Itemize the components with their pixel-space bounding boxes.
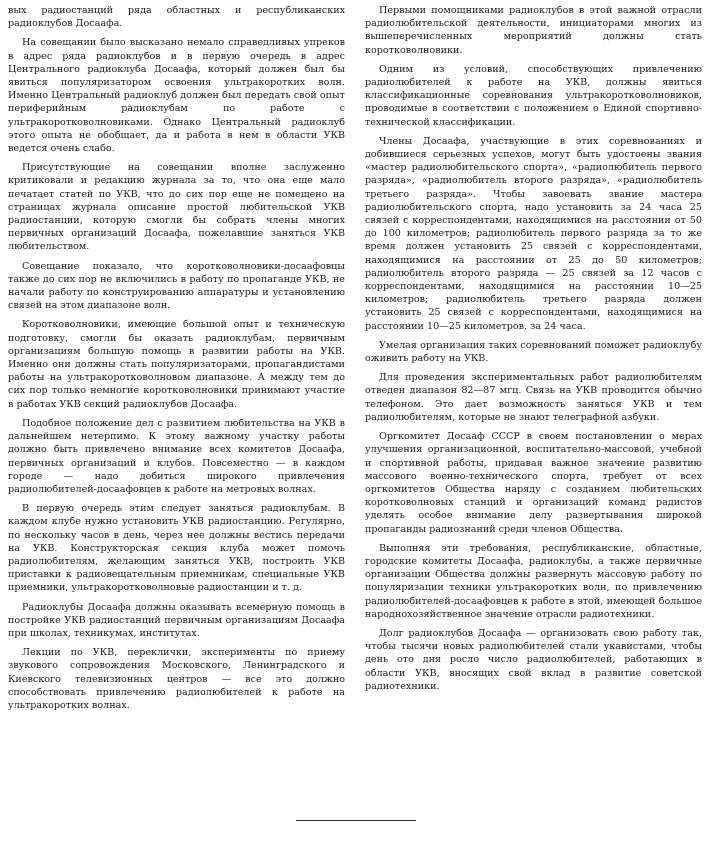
paragraph: Радиоклубы Досаафа должны оказывать всемерную помощь в постройке УКВ радиостанций первичным организациям Досаафа при школах, техникумах, институтах. bbox=[8, 601, 345, 639]
paragraph: Члены Досаафа, участвующие в этих соревнованиях и добившиеся серьезных успехов, могут быть удостоены звания «мастер радиолюбительского спорта», «радиолюбитель первого разряда», «радиолюбитель второго разряда», «радиолюбитель третьего разряда». Чтобы завоевать звание мастера радиолюбительского спорта, надо установить за 24 часа 25 связей с корреспондентами, находящимися на расстоянии от 50 до 100 километров; радиолюбитель первого разряда за то же время должен установить 25 связей с корреспондентами, находящимися на расстоянии от 25 до 50 километров; радиолюбитель второго разряда — 25 связей за 12 часов с корреспондентами, находящимися на расстоянии 10—25 километров; радиолюбитель третьего разряда должен установить 25 связей с корреспондентами, находящимися на расстоянии 10—25 километров, за 24 часа. bbox=[365, 135, 702, 332]
paragraph: Коротковолновики, имеющие большой опыт и техническую подготовку, смогли бы оказать радиоклубам, первичным организациям большую помощь в развитии работы на УКВ. Именно они должны стать популяризаторами, пропагандистами работы на ультракоротковолновом диапазоне. А между тем до сих пор только немногие коротковолновики принимают участие в работах УКВ секций радиоклубов Досаафа. bbox=[8, 319, 345, 410]
end-divider-rule bbox=[296, 820, 416, 821]
paragraph: Подобное положение дел с развитием любительства на УКВ в дальнейшем нетерпимо. К этому важному участку работы должно быть привлечено внимание всех комитетов Досаафа, первичных организаций и клубов. Повсеместно — в каждом городе — надо добиться широкого привлечения радиолюбителей-досаафовцев к работе на метровых волнах. bbox=[8, 417, 345, 495]
paragraph: Лекции по УКВ, переклички, эксперименты по приему звукового сопровождения Московского, Ленинградского и Киевского телевизионных центров — все это должно способствовать привлечению радиолюбителей к работе на ультракоротких волнах. bbox=[8, 647, 345, 711]
paragraph: Для проведения экспериментальных работ радиолюбителям отведен диапазон 82—87 мгц. Связь на УКВ проводится обычно телефоном. Это дает возможность заняться УКВ и тем радиолюбителям, которые не знают телеграфной азбуки. bbox=[365, 372, 702, 423]
paragraph-continued: вых радиостанций ряда областных и республиканских радиоклубов Досаафа. bbox=[8, 5, 345, 30]
paragraph: Присутствующие на совещании вполне заслуженно критиковали и редакцию журнала за то, что она еще мало печатает статей по УКВ, что до сих пор еще не помещено на страницах журнала описание простой любительской УКВ радиостанции, которую смогли бы собрать члены многих первичных организаций Досаафа, пожелавшие заняться УКВ любительством. bbox=[8, 162, 345, 253]
paragraph: Оргкомитет Досааф СССР в своем постановлении о мерах улучшения организационной, воспитательно-массовой, учебной и спортивной работы, придавая важное значение развитию массового военно-технического спорта, требует от всех оргкомитетов Общества наряду с созданием любительских коротковолновых станций и организаций команд радистов уделять особое внимание делу развертывания широкой пропаганды радиознаний среди членов Общества. bbox=[365, 431, 702, 535]
paragraph: Долг радиоклубов Досаафа — организовать свою работу так, чтобы тысячи новых радиолюбителей стали укавистами, чтобы день ото дня росло число радиолюбителей, работающих в области УКВ, вносящих свой вклад в развитие советской радиотехники. bbox=[365, 627, 702, 692]
paragraph: Совещание показало, что коротковолновики-досаафовцы также до сих пор не включились в работу по пропаганде УКВ, не начали работу по конструированию аппаратуры и установлению связей на этом диапазоне волн. bbox=[8, 260, 345, 312]
paragraph: На совещании было высказано немало справедливых упреков в адрес ряда радиоклубов и в первую очередь в адрес Центрального радиоклуба Досаафа, который должен был бы явиться популяризатором освоения ультракоротких волн. Именно Центральный радиоклуб должен был передать свой опыт периферийным радиоклубам по работе с ультракоротковолновиками. Однако Центральный радиоклуб этого опыта не обобщает, да и работа в нем в области УКВ ведется очень слабо. bbox=[8, 37, 345, 155]
paragraph: В первую очередь этим следует заняться радиоклубам. В каждом клубе нужно установить УКВ радиостанцию. Регулярно, по нескольку часов в день, через нее должны вестись передачи на УКВ. Конструкторская секция клуба может помочь радиолюбителям, желающим заняться УКВ, построить УКВ приставки к радиовещательным приемникам, специальные УКВ приемники, ультракоротковолновые радиостанции и т. д. bbox=[8, 503, 345, 594]
paragraph: Выполняя эти требования, республиканские, областные, городские комитеты Досаафа, радиоклубы, а также первичные организации Общества должны развернуть массовую работу по популяризации техники ультракоротких волн, по привлечению радиолюбителей-досаафовцев к работе в этой, имеющей большое народнохозяйственное значение отрасли радиотехники. bbox=[365, 542, 702, 620]
left-column bbox=[8, 4, 345, 718]
right-column bbox=[365, 4, 702, 699]
paragraph: Одним из условий, способствующих привлечению радиолюбителей к работе на УКВ, должны явиться классификационные соревнования ультракоротковолновиков, проводимые в соответствии с положением о Единой спортивно-технической классификации. bbox=[365, 63, 702, 128]
paragraph: Умелая организация таких соревнований поможет радиоклубу оживить работу на УКВ. bbox=[365, 339, 702, 365]
paragraph: Первыми помощниками радиоклубов в этой важной отрасли радиолюбительской деятельности, инициаторами многих из вышеперечисленных мероприятий должны стать коротковолновики. bbox=[365, 5, 702, 56]
